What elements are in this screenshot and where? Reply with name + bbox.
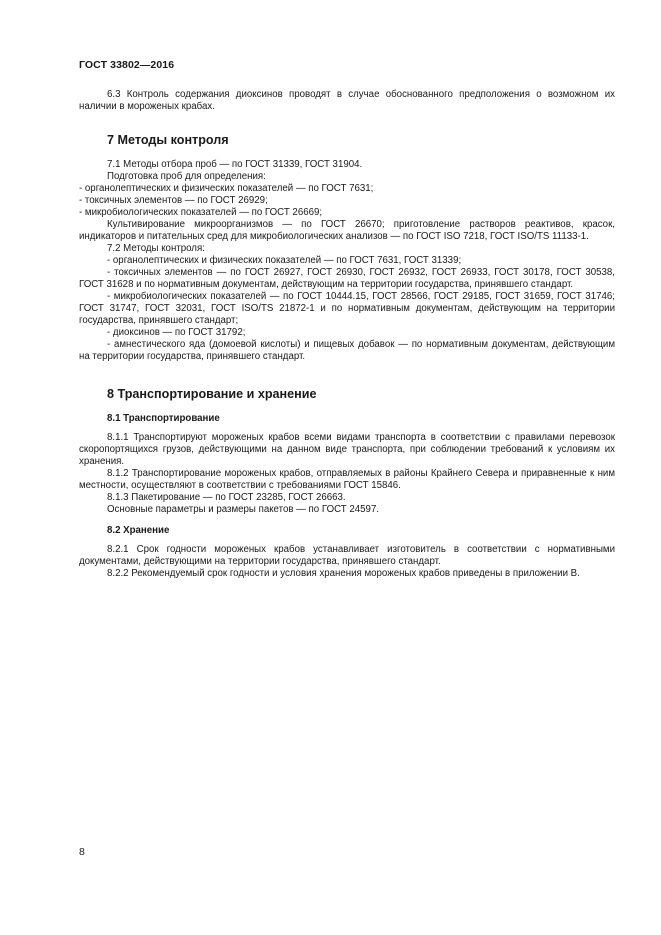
section-8-title: 8 Транспортирование и хранение <box>107 387 317 401</box>
list-item: - диоксинов — по ГОСТ 31792; <box>107 327 246 338</box>
list-item: - органолептических и физических показателей — по ГОСТ 7631; <box>79 183 374 194</box>
paragraph-7-1: 7.1 Методы отбора проб — по ГОСТ 31339, ГОСТ 31904. <box>107 159 363 170</box>
page-content <box>79 89 615 580</box>
list-item: - органолептических и физических показателей — по ГОСТ 7631, ГОСТ 31339; <box>107 255 462 266</box>
paragraph-cultivation: Культивирование микроорганизмов — по ГОСТ 26670; приготовление растворов реактивов, красок, индикаторов и питательных сред для микробиологических анализов — по ГОСТ ISO 7218, ГОСТ ISO/TS 11133-1. <box>79 219 615 242</box>
section-7-title: 7 Методы контроля <box>107 133 229 147</box>
paragraph-8-1-2: 8.1.2 Транспортирование мороженых крабов, отправляемых в районы Крайнего Севера и приравненные к ним местности, осуществляют в соответствии с требованиями ГОСТ 15846. <box>79 468 615 491</box>
list-item: - токсичных элементов — по ГОСТ 26929; <box>79 195 268 206</box>
paragraph-7-2: 7.2 Методы контроля: <box>107 243 205 254</box>
paragraph-8-2-2: 8.2.2 Рекомендуемый срок годности и условия хранения мороженых крабов приведены в приложении В. <box>107 568 580 579</box>
list-item: - амнестического яда (домоевой кислоты) и пищевых добавок — по нормативным документам, действующим на территории государства, принявшего стандарт. <box>79 339 615 362</box>
subsection-8-1-title: 8.1 Транспортирование <box>107 413 220 424</box>
paragraph-sample-prep: Подготовка проб для определения: <box>107 171 266 182</box>
paragraph-8-1-3: 8.1.3 Пакетирование — по ГОСТ 23285, ГОСТ 26663. <box>107 492 346 503</box>
list-item: - токсичных элементов — по ГОСТ 26927, ГОСТ 26930, ГОСТ 26932, ГОСТ 26933, ГОСТ 30178, ГОСТ 30538, ГОСТ 31628 и по нормативным документам, действующим на территории государства, принявшего стандарт. <box>79 267 615 290</box>
paragraph-8-2-1: 8.2.1 Срок годности мороженых крабов устанавливает изготовитель в соответствии с нормативными документами, действующими на территории государства, принявшего стандарт. <box>79 544 615 567</box>
list-item: - микробиологических показателей — по ГОСТ 26669; <box>79 207 323 218</box>
subsection-8-2-title: 8.2 Хранение <box>107 525 170 536</box>
paragraph-packet-params: Основные параметры и размеры пакетов — по ГОСТ 24597. <box>107 504 380 515</box>
paragraph-8-1-1: 8.1.1 Транспортируют мороженых крабов всеми видами транспорта в соответствии с правилами перевозок скоропортящихся грузов, действующими на данном виде транспорта, при соблюдении требований к условиям их хранения. <box>79 432 615 467</box>
document-header: ГОСТ 33802—2016 <box>79 59 175 71</box>
page-number: 8 <box>79 846 85 858</box>
list-item: - микробиологических показателей — по ГОСТ 10444.15, ГОСТ 28566, ГОСТ 29185, ГОСТ 31659, ГОСТ 31746; ГОСТ 31747, ГОСТ 32031, ГОСТ ISO/TS 21872-1 и по нормативным документам, действующим на территории государства, принявшего стандарт; <box>79 291 615 326</box>
paragraph-6-3: 6.3 Контроль содержания диоксинов проводят в случае обоснованного предположения о возможном их наличии в мороженых крабах. <box>79 89 615 112</box>
